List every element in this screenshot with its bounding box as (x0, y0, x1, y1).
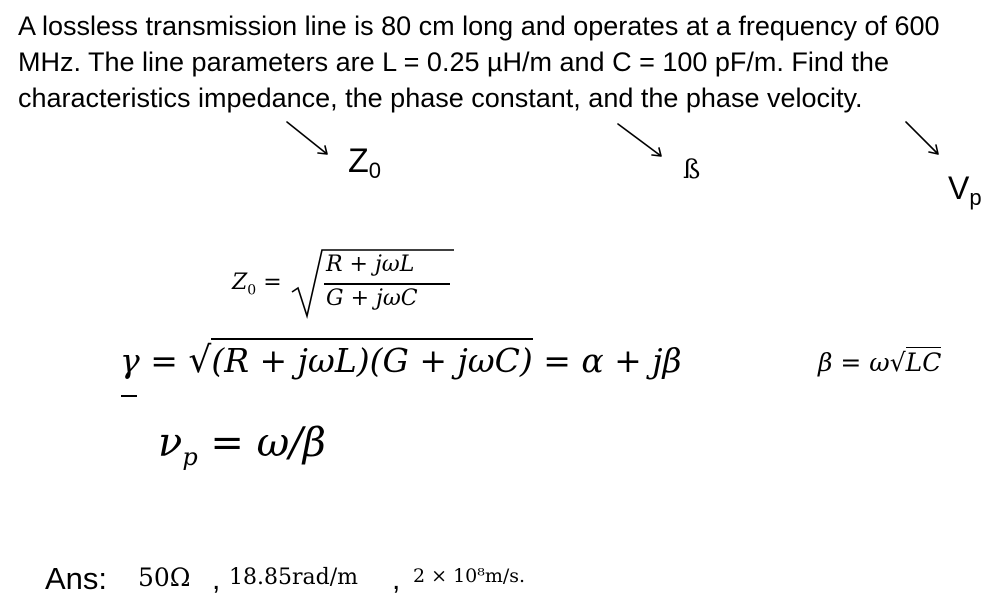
fraction-bar (324, 283, 450, 285)
answer-comma: , (392, 563, 401, 596)
answer-phase-constant: 18.85rad/m (229, 565, 358, 590)
arrow-to-vp-icon (906, 122, 938, 154)
gamma-underline (121, 395, 137, 397)
arrow-to-z0-icon (287, 122, 327, 154)
problem-statement: A lossless transmission line is 80 cm long and operates at a frequency of 600 MHz. The line parameters are L = 0.25 µH/m and C = 100 pF/m. Find the characteristics impedance, the phase constant, and the phase velocity. (18, 11, 940, 113)
formula-vp: $\nu_p = \omega/\beta$ (158, 420, 326, 471)
label-vp: $V_p$ (948, 170, 982, 210)
z0-lhs: $Z_0$ = (232, 270, 282, 299)
formula-gamma: γ = √(R + jωL)(G + jωC) = α + jβ (120, 340, 682, 381)
answer-impedance: 50Ω (138, 563, 191, 592)
formula-z0 (232, 246, 452, 318)
formula-beta: β = ω√LC (818, 348, 942, 377)
answer-phase-velocity: 2 × 10⁸m/s. (413, 565, 526, 587)
label-beta: ß (683, 155, 701, 185)
label-z0: $Z_0$ (348, 142, 382, 183)
z0-denominator: G + jωC (326, 286, 418, 311)
z0-numerator: R + jωL (326, 252, 415, 277)
answer-label: Ans: (45, 561, 108, 596)
answer-comma: , (212, 563, 221, 596)
arrow-to-beta-icon (618, 124, 661, 156)
